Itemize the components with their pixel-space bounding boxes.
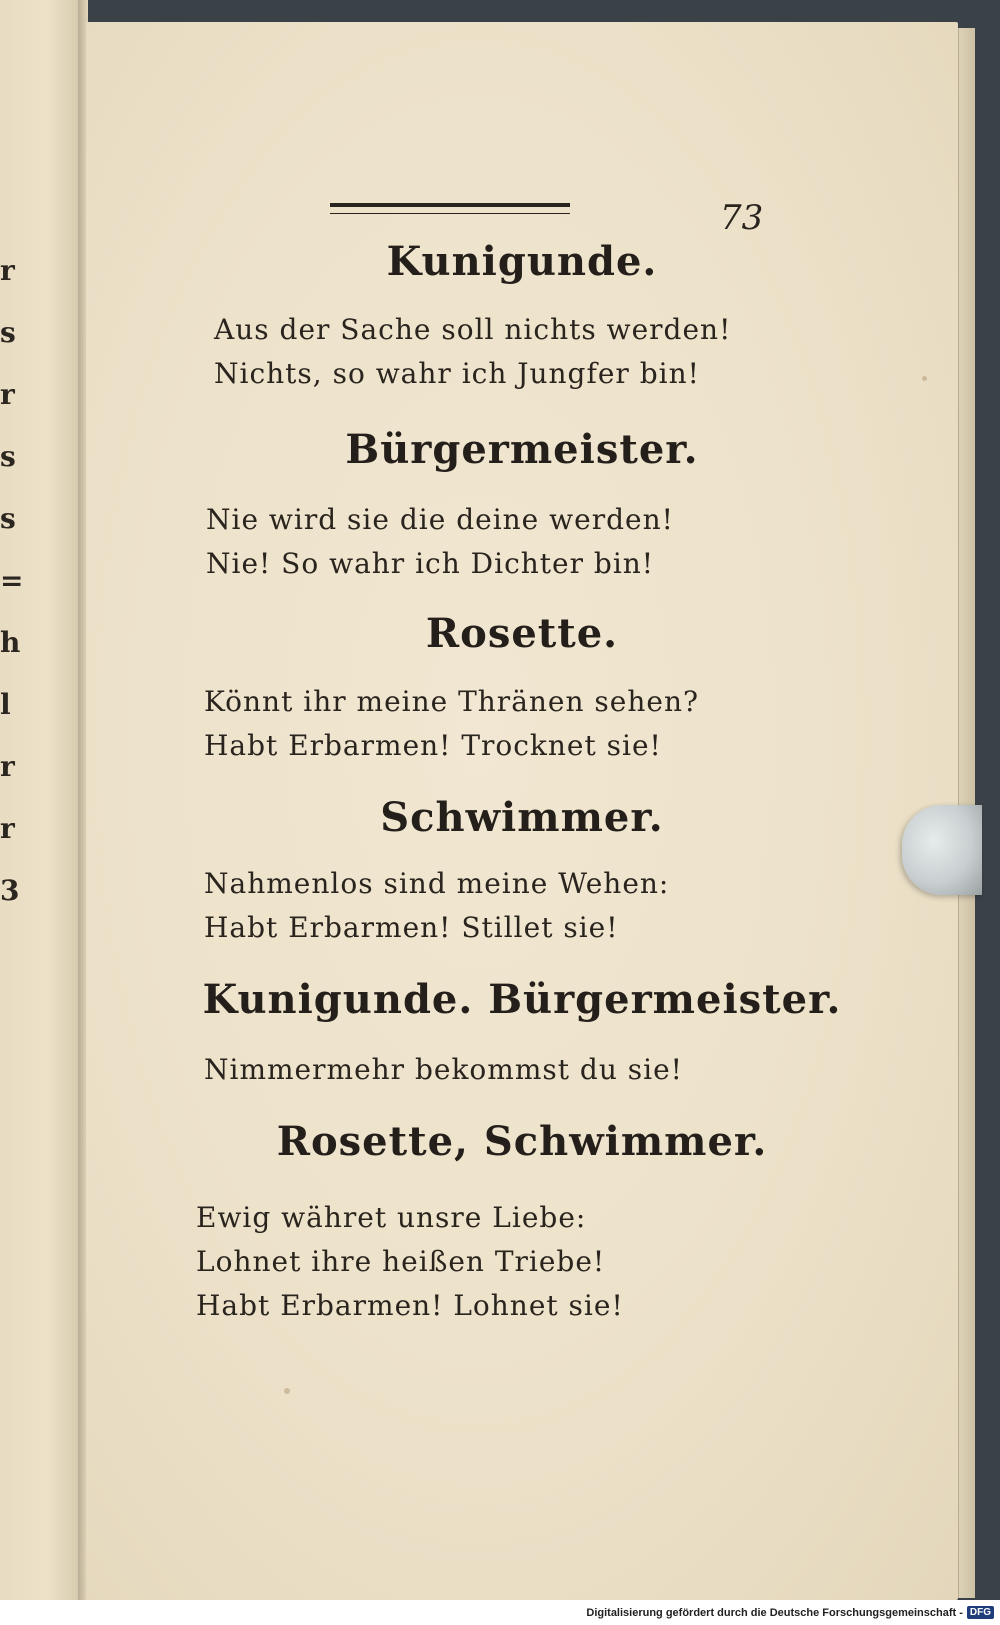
verse-line: Lohnet ihre heißen Triebe! xyxy=(196,1245,606,1278)
facing-page-text xyxy=(0,240,24,922)
speaker-heading: Kunigunde. Bürgermeister. xyxy=(202,976,842,1023)
edge-char: h xyxy=(0,626,21,659)
verse-line: Nimmermehr bekommst du sie! xyxy=(204,1053,683,1086)
edge-char: r xyxy=(0,378,15,411)
edge-char: s xyxy=(0,316,16,349)
edge-char: = xyxy=(0,564,24,597)
dfg-logo: DFG xyxy=(967,1606,994,1619)
verse-line: Könnt ihr meine Thränen sehen? xyxy=(204,685,700,718)
verse-line: Habt Erbarmen! Lohnet sie! xyxy=(196,1289,624,1322)
edge-char: l xyxy=(0,688,11,721)
speaker-heading: Kunigunde. xyxy=(386,238,658,285)
edge-char: 3 xyxy=(0,874,20,907)
edge-char: r xyxy=(0,254,15,287)
verse-line: Aus der Sache soll nichts werden! xyxy=(214,313,732,346)
verse-block xyxy=(214,308,731,396)
verse-block xyxy=(206,498,674,586)
verse-line: Habt Erbarmen! Stillet sie! xyxy=(204,911,619,944)
edge-char: r xyxy=(0,812,15,845)
verse-block xyxy=(204,1048,683,1092)
speaker-heading: Rosette, Schwimmer. xyxy=(276,1118,768,1165)
speaker-heading: Bürgermeister. xyxy=(345,426,699,473)
facing-page-edge xyxy=(0,0,80,1600)
verse-line: Nichts, so wahr ich Jungfer bin! xyxy=(214,357,700,390)
digitization-footer xyxy=(0,1600,1000,1625)
speaker-heading: Rosette. xyxy=(425,610,619,657)
verse-line: Nahmenlos sind meine Wehen: xyxy=(204,867,670,900)
paper-stain xyxy=(284,1388,290,1394)
verse-line: Nie! So wahr ich Dichter bin! xyxy=(206,547,655,580)
edge-char: r xyxy=(0,750,15,783)
header-rule xyxy=(330,203,570,214)
funding-credit: Digitalisierung gefördert durch die Deutsche Forschungsgemeinschaft - xyxy=(586,1606,963,1619)
edge-char: s xyxy=(0,440,16,473)
paper-stain xyxy=(922,376,927,381)
verse-line: Habt Erbarmen! Trocknet sie! xyxy=(204,729,662,762)
verse-block xyxy=(204,862,669,950)
verse-line: Ewig währet unsre Liebe: xyxy=(196,1201,587,1234)
verse-line: Nie wird sie die deine werden! xyxy=(206,503,674,536)
edge-char: s xyxy=(0,502,16,535)
page-number: 73 xyxy=(720,198,764,238)
verse-block xyxy=(196,1196,624,1328)
speaker-heading: Schwimmer. xyxy=(380,794,664,841)
verse-block xyxy=(204,680,699,768)
